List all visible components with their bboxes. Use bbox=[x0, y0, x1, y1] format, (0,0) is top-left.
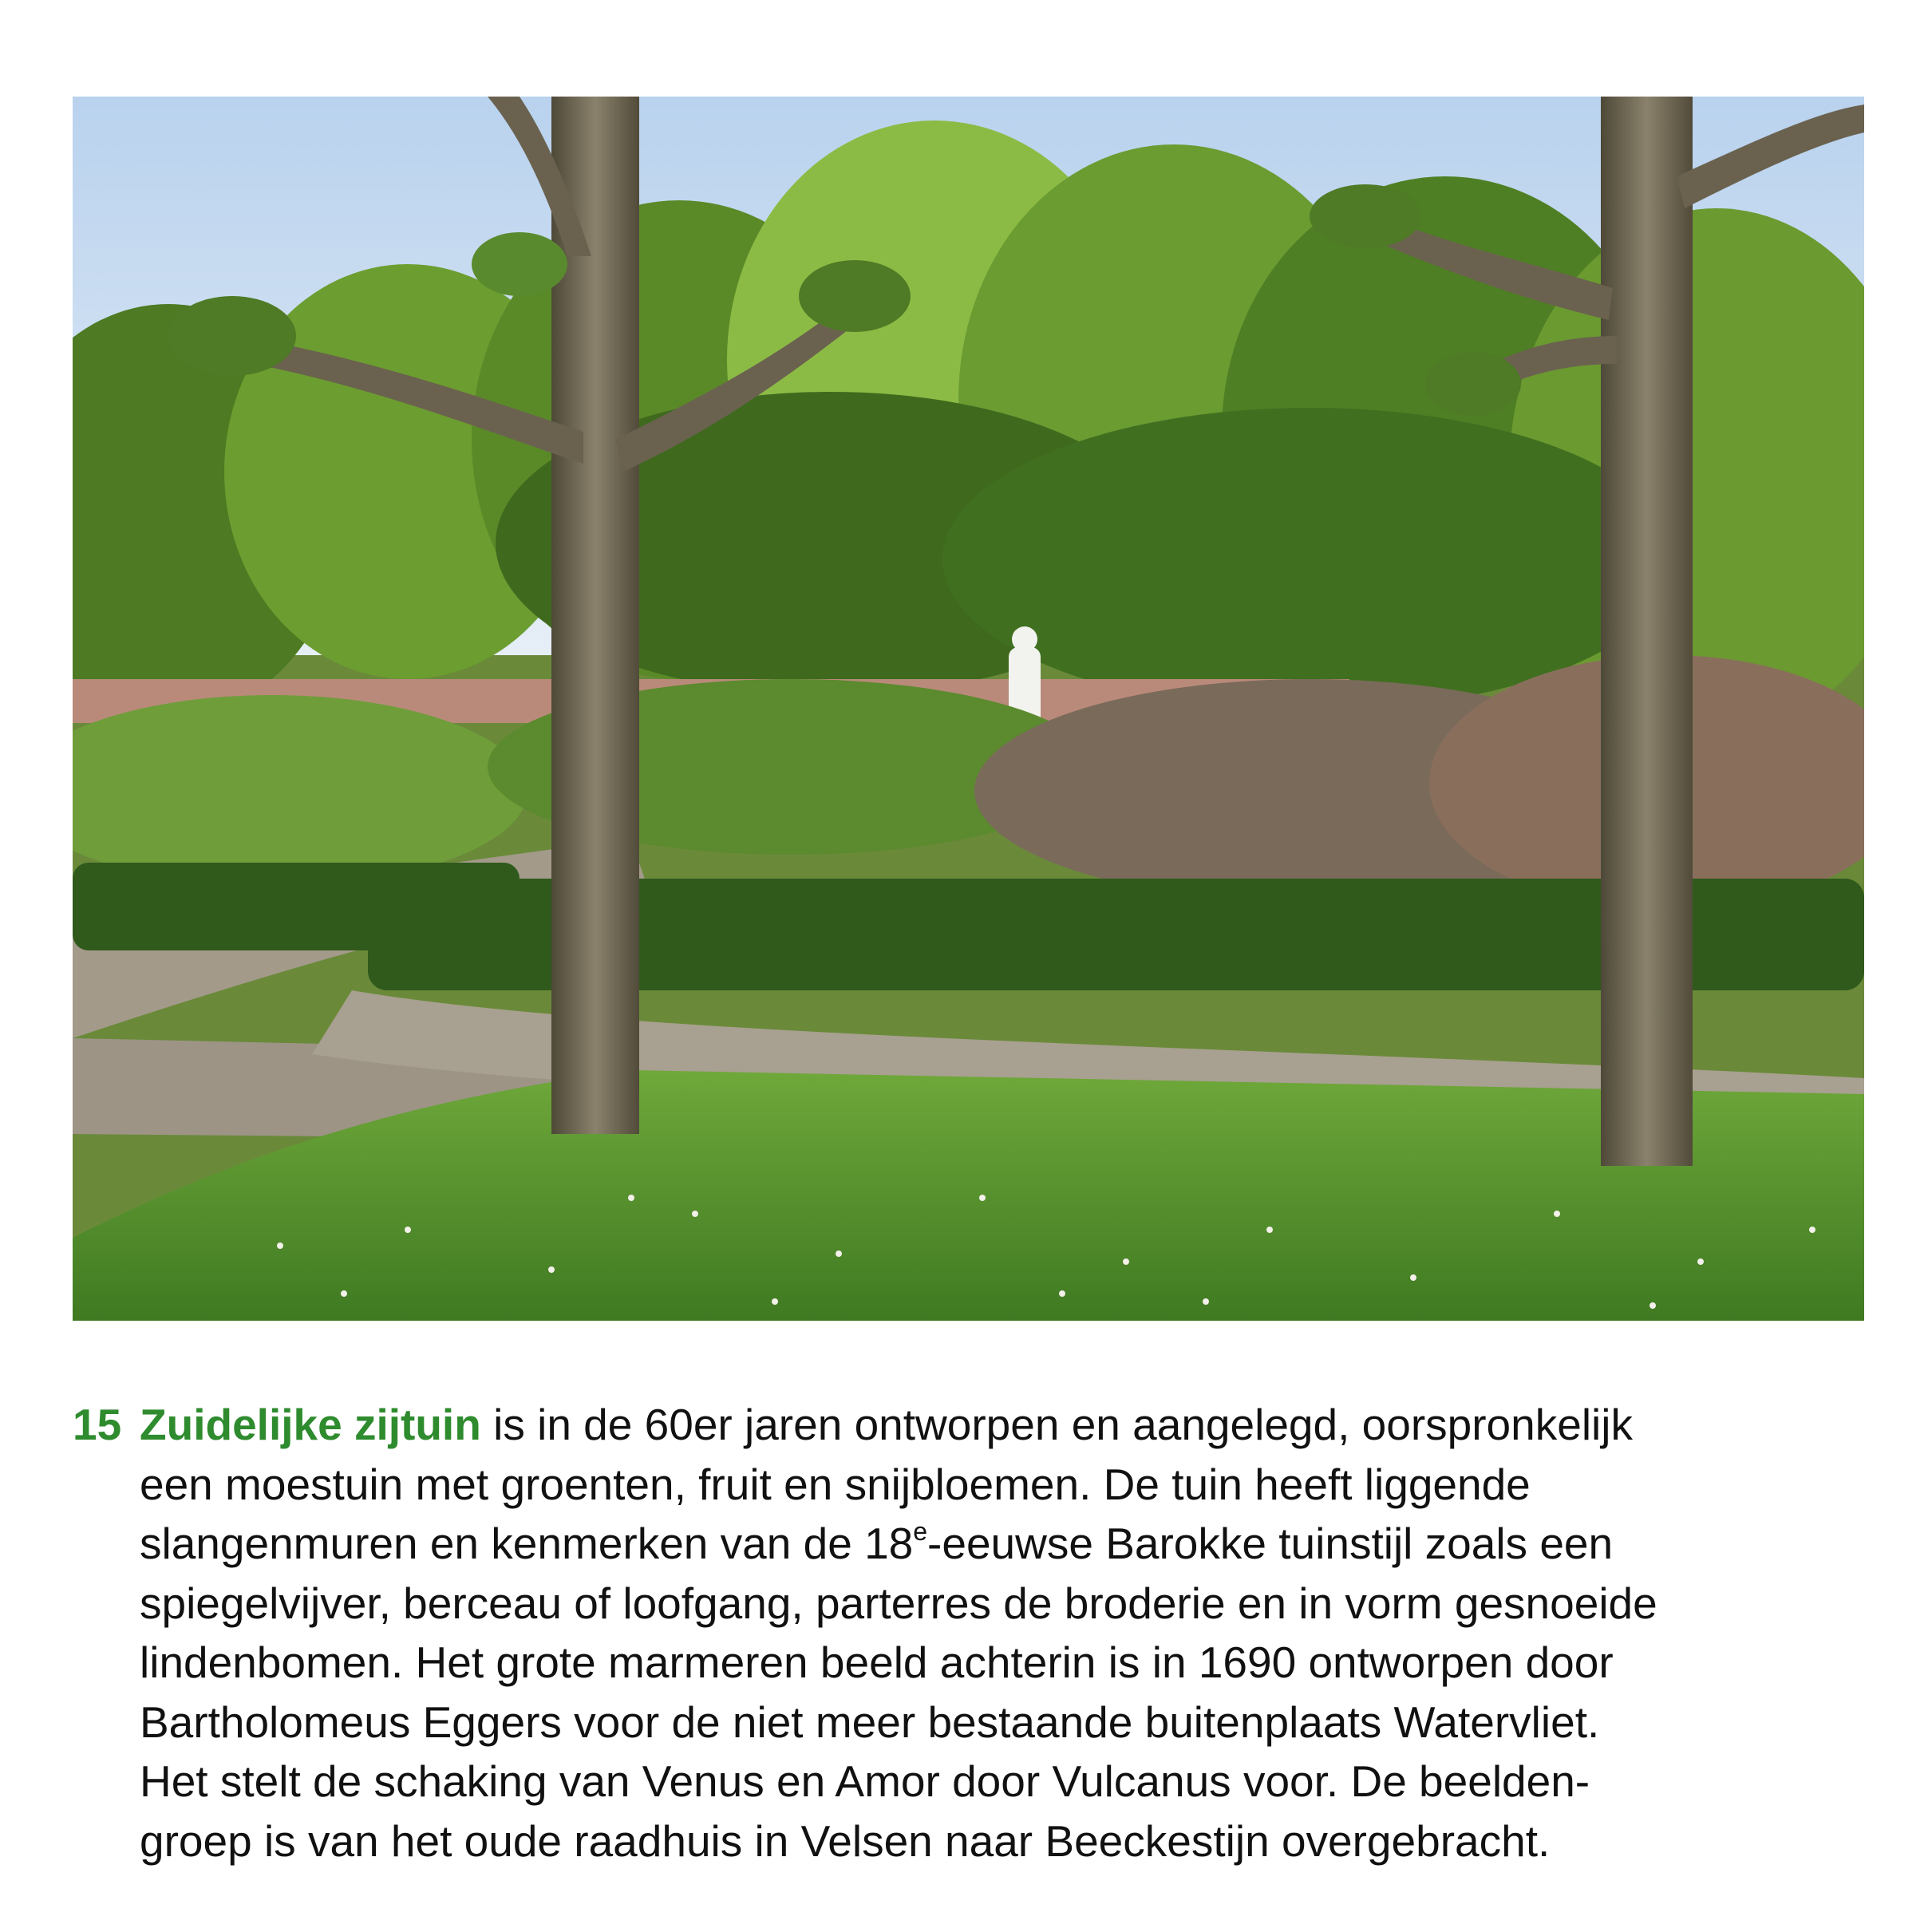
caption-text: -eeuwse Barokke tuinstijl zoals een bbox=[927, 1519, 1614, 1568]
caption-line-4: spiegelvijver, berceau of loofgang, parterres de broderie en in vorm gesnoeide bbox=[140, 1578, 1657, 1628]
caption-text: slangenmuren en kenmerken van de 18 bbox=[140, 1519, 914, 1568]
entry-title: Zuidelijke zijtuin bbox=[140, 1400, 481, 1449]
garden-photo bbox=[73, 97, 1864, 1321]
superscript: e bbox=[913, 1516, 928, 1546]
caption-line-2: een moestuin met groenten, fruit en snijbloemen. De tuin heeft liggende bbox=[140, 1459, 1531, 1509]
caption bbox=[73, 1395, 1864, 1871]
caption-line-6: Bartholomeus Eggers voor de niet meer bestaande buitenplaats Watervliet. bbox=[140, 1697, 1600, 1747]
caption-line-1 bbox=[73, 1395, 1864, 1455]
caption-line-7: Het stelt de schaking van Venus en Amor door Vulcanus voor. De beelden- bbox=[140, 1756, 1590, 1806]
caption-line-5: lindenbomen. Het grote marmeren beeld achterin is in 1690 ontworpen door bbox=[140, 1638, 1614, 1687]
entry-number: 15 bbox=[73, 1400, 122, 1449]
box-hedges bbox=[73, 863, 1864, 990]
caption-line-3 bbox=[73, 1514, 1864, 1574]
caption-line-8: groep is van het oude raadhuis in Velsen naar Beeckestijn overgebracht. bbox=[140, 1815, 1551, 1866]
caption-text: is in de 60er jaren ontworpen en aangelegd, oorspronkelijk bbox=[480, 1400, 1633, 1449]
garden-illustration bbox=[73, 97, 1864, 1321]
